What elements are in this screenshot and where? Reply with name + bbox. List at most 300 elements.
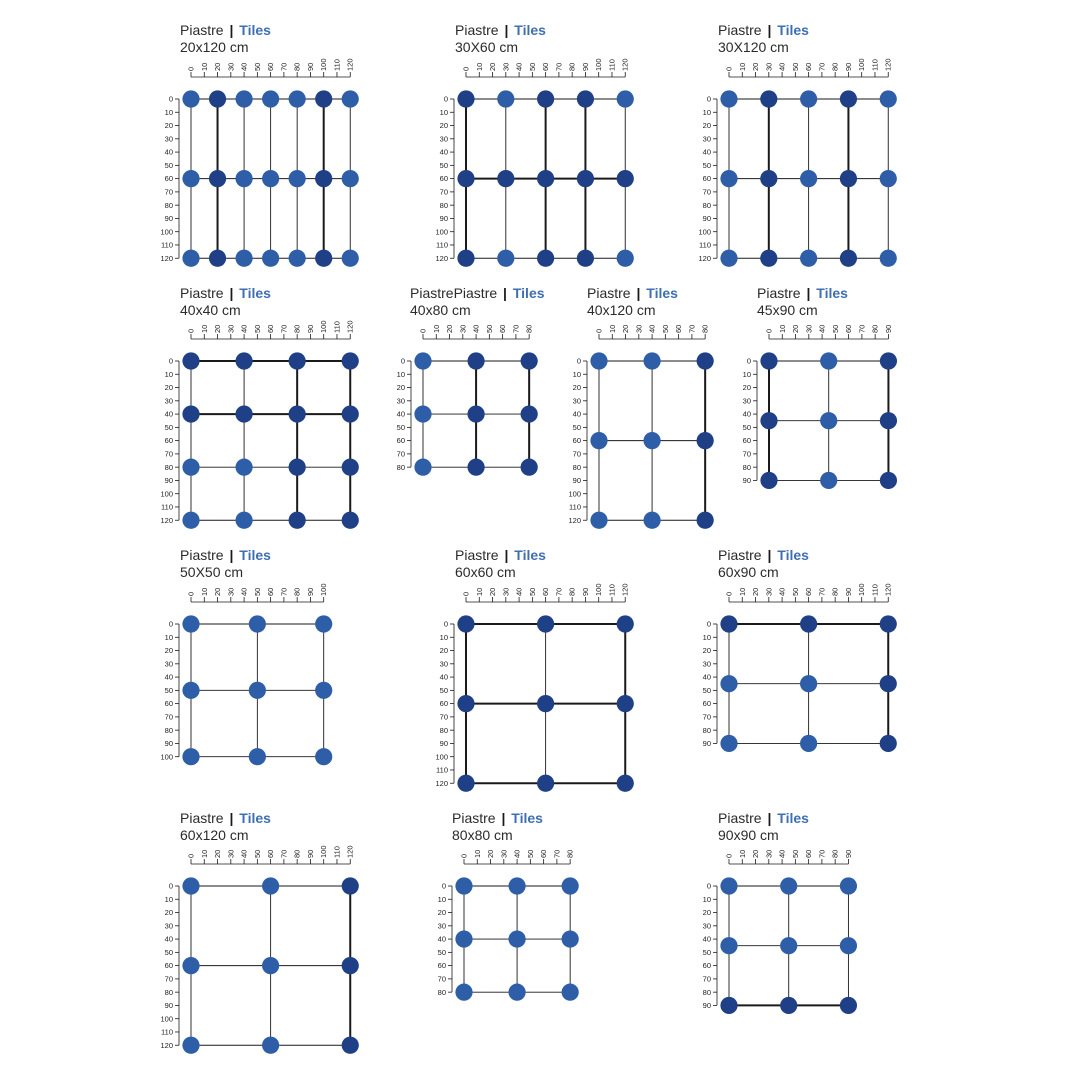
x-tick-label: 80 <box>565 849 575 858</box>
y-tick-label: 110 <box>569 502 581 512</box>
support-pedestal-dot <box>289 512 306 529</box>
x-tick-label: 30 <box>501 62 511 71</box>
x-tick-label: 90 <box>305 62 315 71</box>
title-separator: | <box>504 22 509 38</box>
x-tick-label: 70 <box>817 587 827 596</box>
support-pedestal-dot <box>235 250 252 267</box>
title-separator: | <box>229 285 234 301</box>
support-pedestal-dot <box>209 250 226 267</box>
y-tick-label: 40 <box>164 672 173 682</box>
x-tick-label: 0 <box>724 853 734 858</box>
y-tick-label: 100 <box>435 227 448 237</box>
y-tick-label: 60 <box>164 961 173 971</box>
x-tick-label: 0 <box>186 853 196 858</box>
x-tick-label: 10 <box>607 324 617 333</box>
support-pedestal-dot <box>289 352 306 369</box>
support-pedestal-dot <box>617 695 634 712</box>
title-prefix: Piastre <box>455 547 499 563</box>
support-pedestal-dot <box>342 512 359 529</box>
x-tick-label: 60 <box>539 849 549 858</box>
y-tick-label: 20 <box>439 121 448 131</box>
x-tick-label: 60 <box>498 324 508 333</box>
support-pedestal-dot <box>414 405 431 422</box>
x-tick-label: 90 <box>305 849 315 858</box>
title-separator: | <box>767 22 772 38</box>
x-tick-label: 110 <box>332 59 342 71</box>
y-tick-label: 80 <box>437 987 446 997</box>
y-tick-label: 120 <box>435 253 448 263</box>
x-tick-label: 120 <box>883 58 893 71</box>
support-pedestal-dot <box>820 472 837 489</box>
support-pedestal-dot <box>342 405 359 422</box>
support-pedestal-dot <box>315 748 332 765</box>
y-tick-label: 120 <box>160 253 173 263</box>
x-tick-label: 10 <box>737 849 747 858</box>
support-pedestal-dot <box>590 432 607 449</box>
support-pedestal-dot <box>800 615 817 632</box>
support-pedestal-dot <box>342 250 359 267</box>
y-tick-label: 30 <box>164 921 173 931</box>
x-tick-label: 50 <box>527 62 537 71</box>
title-separator: | <box>636 285 641 301</box>
support-pedestal-dot <box>521 405 538 422</box>
y-tick-label: 0 <box>400 356 405 366</box>
x-tick-label: 30 <box>764 62 774 71</box>
support-pedestal-dot <box>342 90 359 107</box>
panel-title <box>180 547 271 563</box>
y-tick-label: 50 <box>437 947 446 957</box>
support-pedestal-dot <box>880 250 897 267</box>
support-pedestal-dot <box>342 459 359 476</box>
support-pedestal-dot <box>840 877 857 894</box>
title-separator: | <box>504 547 509 563</box>
x-tick-label: 20 <box>751 62 761 71</box>
support-pedestal-dot <box>182 250 199 267</box>
support-pedestal-dot <box>315 615 332 632</box>
support-pedestal-dot <box>820 352 837 369</box>
x-tick-label: 90 <box>305 324 315 333</box>
x-tick-label: 70 <box>279 62 289 71</box>
title-separator: | <box>503 285 507 301</box>
x-tick-label: 100 <box>319 320 329 333</box>
x-tick-label: 30 <box>764 849 774 858</box>
y-tick-label: 90 <box>164 214 173 224</box>
x-tick-label: 0 <box>186 591 196 596</box>
x-tick-label: 20 <box>213 324 223 333</box>
support-pedestal-dot <box>617 615 634 632</box>
x-tick-label: 10 <box>737 62 747 71</box>
support-pedestal-dot <box>780 997 797 1014</box>
support-pedestal-dot <box>457 775 474 792</box>
x-tick-label: 70 <box>857 324 867 333</box>
support-pedestal-dot <box>800 250 817 267</box>
y-tick-label: 80 <box>164 462 173 472</box>
support-pedestal-dot <box>455 930 472 947</box>
x-tick-label: 70 <box>554 587 564 596</box>
x-tick-label: 50 <box>790 849 800 858</box>
support-pedestal-dot <box>720 90 737 107</box>
y-tick-label: 50 <box>164 947 173 957</box>
y-tick-label: 70 <box>742 449 751 459</box>
support-pedestal-dot <box>537 775 554 792</box>
support-pedestal-dot <box>182 748 199 765</box>
support-pedestal-dot <box>720 937 737 954</box>
y-tick-label: 30 <box>437 921 446 931</box>
x-tick-label: 90 <box>580 62 590 71</box>
y-tick-label: 30 <box>742 396 751 406</box>
y-tick-label: 20 <box>439 646 448 656</box>
y-tick-label: 20 <box>437 908 446 918</box>
panel-title <box>718 22 809 38</box>
x-tick-label: 60 <box>804 849 814 858</box>
x-tick-label: 60 <box>266 849 276 858</box>
tile-grid-diagram <box>695 582 902 757</box>
tile-grid-diagram <box>389 319 543 481</box>
x-tick-label: 20 <box>488 62 498 71</box>
support-pedestal-dot <box>720 615 737 632</box>
y-tick-label: 30 <box>164 134 173 144</box>
x-tick-label: 30 <box>226 62 236 71</box>
y-tick-label: 0 <box>168 94 173 104</box>
y-tick-label: 110 <box>161 502 173 512</box>
title-accent: Tiles <box>511 810 543 826</box>
title-prefix: Piastre <box>452 810 496 826</box>
x-tick-label: 90 <box>843 849 853 858</box>
y-tick-label: 50 <box>396 422 405 432</box>
y-tick-label: 20 <box>164 121 173 131</box>
y-tick-label: 100 <box>160 752 173 762</box>
y-tick-label: 80 <box>702 987 711 997</box>
y-tick-label: 50 <box>439 685 448 695</box>
panel-title <box>455 22 546 38</box>
x-tick-label: 40 <box>239 587 249 596</box>
y-tick-label: 0 <box>168 619 173 629</box>
x-tick-label: 30 <box>226 324 236 333</box>
x-tick-label: 100 <box>857 583 867 596</box>
y-tick-label: 60 <box>396 436 405 446</box>
x-tick-label: 90 <box>843 587 853 596</box>
y-tick-label: 100 <box>435 752 448 762</box>
y-tick-label: 120 <box>160 515 173 525</box>
x-tick-label: 10 <box>199 587 209 596</box>
support-pedestal-dot <box>262 1037 279 1054</box>
support-pedestal-dot <box>455 984 472 1001</box>
y-tick-label: 60 <box>702 699 711 709</box>
title-prefix: Piastre <box>718 547 762 563</box>
y-tick-label: 40 <box>439 147 448 157</box>
y-tick-label: 80 <box>439 200 448 210</box>
x-tick-label: 50 <box>830 324 840 333</box>
support-pedestal-dot <box>262 90 279 107</box>
support-pedestal-dot <box>537 615 554 632</box>
support-pedestal-dot <box>880 615 897 632</box>
y-tick-label: 100 <box>160 489 173 499</box>
title-accent: Tiles <box>777 22 809 38</box>
title-prefix: Piastre <box>180 810 224 826</box>
x-tick-label: 60 <box>266 324 276 333</box>
support-pedestal-dot <box>760 170 777 187</box>
support-pedestal-dot <box>467 352 484 369</box>
title-prefix: Piastre <box>180 22 224 38</box>
y-tick-label: 60 <box>164 436 173 446</box>
x-tick-label: 50 <box>252 587 262 596</box>
x-tick-label: 40 <box>777 587 787 596</box>
y-tick-label: 70 <box>164 187 173 197</box>
title-accent: Tiles <box>816 285 848 301</box>
y-tick-label: 10 <box>572 369 581 379</box>
x-tick-label: 10 <box>431 324 441 333</box>
support-pedestal-dot <box>289 459 306 476</box>
title-accent: Tiles <box>514 547 546 563</box>
x-tick-label: 70 <box>279 849 289 858</box>
support-pedestal-dot <box>182 90 199 107</box>
x-tick-label: 70 <box>552 849 562 858</box>
y-tick-label: 60 <box>742 436 751 446</box>
y-tick-label: 80 <box>164 200 173 210</box>
y-tick-label: 80 <box>396 462 405 472</box>
y-tick-label: 110 <box>436 240 448 250</box>
support-pedestal-dot <box>643 432 660 449</box>
y-tick-label: 110 <box>161 240 173 250</box>
y-tick-label: 70 <box>437 974 446 984</box>
x-tick-label: 80 <box>830 587 840 596</box>
support-pedestal-dot <box>262 170 279 187</box>
y-tick-label: 80 <box>164 987 173 997</box>
x-tick-label: 70 <box>511 324 521 333</box>
support-pedestal-dot <box>508 930 525 947</box>
y-tick-label: 40 <box>437 934 446 944</box>
y-tick-label: 40 <box>572 409 581 419</box>
x-tick-label: 20 <box>213 587 223 596</box>
y-tick-label: 10 <box>439 632 448 642</box>
x-tick-label: 30 <box>226 849 236 858</box>
x-tick-label: 110 <box>607 584 617 596</box>
support-pedestal-dot <box>249 748 266 765</box>
tile-size-label: 50X50 cm <box>180 564 244 580</box>
y-tick-label: 90 <box>702 739 711 749</box>
support-pedestal-dot <box>800 675 817 692</box>
title-accent: Tiles <box>512 285 545 301</box>
support-pedestal-dot <box>315 682 332 699</box>
title-separator: | <box>501 810 506 826</box>
x-tick-label: 110 <box>332 321 342 333</box>
x-tick-label: 120 <box>883 583 893 596</box>
x-tick-label: 110 <box>870 584 880 596</box>
support-pedestal-dot <box>537 695 554 712</box>
support-pedestal-dot <box>643 352 660 369</box>
x-tick-label: 70 <box>687 324 697 333</box>
x-tick-label: 100 <box>594 583 604 596</box>
support-pedestal-dot <box>562 930 579 947</box>
y-tick-label: 50 <box>439 160 448 170</box>
x-tick-label: 10 <box>777 324 787 333</box>
x-tick-label: 50 <box>790 587 800 596</box>
tile-grid-diagram <box>157 57 364 272</box>
support-pedestal-dot <box>289 170 306 187</box>
support-pedestal-dot <box>643 512 660 529</box>
support-pedestal-dot <box>182 1037 199 1054</box>
y-tick-label: 60 <box>164 699 173 709</box>
y-tick-label: 70 <box>572 449 581 459</box>
support-pedestal-dot <box>880 170 897 187</box>
y-tick-label: 80 <box>742 462 751 472</box>
support-pedestal-dot <box>182 170 199 187</box>
y-tick-label: 10 <box>164 894 173 904</box>
x-tick-label: 50 <box>790 62 800 71</box>
support-pedestal-dot <box>720 997 737 1014</box>
y-tick-label: 40 <box>702 672 711 682</box>
x-tick-label: 30 <box>499 849 509 858</box>
support-pedestal-dot <box>760 250 777 267</box>
support-pedestal-dot <box>289 405 306 422</box>
x-tick-label: 0 <box>764 328 774 333</box>
x-tick-label: 40 <box>647 324 657 333</box>
x-tick-label: 30 <box>634 324 644 333</box>
y-tick-label: 30 <box>702 659 711 669</box>
support-pedestal-dot <box>497 250 514 267</box>
x-tick-label: 60 <box>266 62 276 71</box>
y-tick-label: 20 <box>702 908 711 918</box>
y-tick-label: 10 <box>437 894 446 904</box>
support-pedestal-dot <box>537 250 554 267</box>
tile-size-label: 40x120 cm <box>587 302 656 318</box>
support-pedestal-dot <box>182 877 199 894</box>
y-tick-label: 80 <box>572 462 581 472</box>
x-tick-label: 90 <box>580 587 590 596</box>
x-tick-label: 30 <box>501 587 511 596</box>
y-tick-label: 0 <box>443 94 448 104</box>
x-tick-label: 0 <box>186 328 196 333</box>
y-tick-label: 30 <box>439 134 448 144</box>
y-tick-label: 20 <box>164 383 173 393</box>
support-pedestal-dot <box>467 405 484 422</box>
support-pedestal-dot <box>840 937 857 954</box>
x-tick-label: 110 <box>870 59 880 71</box>
x-tick-label: 100 <box>319 845 329 858</box>
y-tick-label: 60 <box>702 961 711 971</box>
support-pedestal-dot <box>235 352 252 369</box>
x-tick-label: 40 <box>239 62 249 71</box>
y-tick-label: 30 <box>396 396 405 406</box>
x-tick-label: 40 <box>514 62 524 71</box>
y-tick-label: 60 <box>437 961 446 971</box>
title-prefix: PiastrePiastre <box>410 285 498 301</box>
panel-title <box>455 547 546 563</box>
y-tick-label: 50 <box>702 160 711 170</box>
support-pedestal-dot <box>820 412 837 429</box>
panel-title <box>718 810 809 826</box>
x-tick-label: 50 <box>660 324 670 333</box>
x-tick-label: 100 <box>319 583 329 596</box>
support-pedestal-dot <box>780 877 797 894</box>
title-prefix: Piastre <box>455 22 499 38</box>
x-tick-label: 110 <box>332 846 342 858</box>
y-tick-label: 0 <box>443 619 448 629</box>
x-tick-label: 40 <box>817 324 827 333</box>
support-pedestal-dot <box>235 405 252 422</box>
x-tick-label: 20 <box>621 324 631 333</box>
x-tick-label: 60 <box>541 62 551 71</box>
support-pedestal-dot <box>455 877 472 894</box>
panel-title <box>180 285 271 301</box>
support-pedestal-dot <box>289 250 306 267</box>
x-tick-label: 80 <box>292 587 302 596</box>
title-prefix: Piastre <box>587 285 631 301</box>
y-tick-label: 70 <box>164 712 173 722</box>
x-tick-label: 50 <box>252 849 262 858</box>
support-pedestal-dot <box>315 170 332 187</box>
support-pedestal-dot <box>840 170 857 187</box>
support-pedestal-dot <box>457 615 474 632</box>
y-tick-label: 50 <box>572 422 581 432</box>
y-tick-label: 0 <box>706 94 711 104</box>
x-tick-label: 40 <box>514 587 524 596</box>
x-tick-label: 10 <box>199 324 209 333</box>
title-prefix: Piastre <box>180 547 224 563</box>
y-tick-label: 70 <box>702 187 711 197</box>
y-tick-label: 30 <box>164 659 173 669</box>
y-tick-label: 90 <box>164 476 173 486</box>
y-tick-label: 50 <box>164 160 173 170</box>
x-tick-label: 60 <box>541 587 551 596</box>
x-tick-label: 30 <box>226 587 236 596</box>
y-tick-label: 20 <box>396 383 405 393</box>
y-tick-label: 50 <box>742 422 751 432</box>
y-tick-label: 100 <box>568 489 581 499</box>
x-tick-label: 0 <box>461 66 471 71</box>
support-pedestal-dot <box>262 250 279 267</box>
x-tick-label: 80 <box>830 62 840 71</box>
panel-title <box>180 810 271 826</box>
x-tick-label: 60 <box>266 587 276 596</box>
support-pedestal-dot <box>800 735 817 752</box>
panel-title <box>410 285 545 301</box>
support-pedestal-dot <box>562 984 579 1001</box>
x-tick-label: 90 <box>843 62 853 71</box>
y-tick-label: 0 <box>168 881 173 891</box>
y-tick-label: 70 <box>702 974 711 984</box>
x-tick-label: 70 <box>817 62 827 71</box>
support-pedestal-dot <box>720 170 737 187</box>
tile-grid-diagram <box>432 57 639 272</box>
title-accent: Tiles <box>777 547 809 563</box>
x-tick-label: 30 <box>804 324 814 333</box>
y-tick-label: 110 <box>161 1027 173 1037</box>
support-pedestal-dot <box>590 352 607 369</box>
y-tick-label: 120 <box>698 253 711 263</box>
y-tick-label: 90 <box>702 1001 711 1011</box>
support-pedestal-dot <box>880 675 897 692</box>
x-tick-label: 50 <box>525 849 535 858</box>
y-tick-label: 10 <box>702 894 711 904</box>
support-pedestal-dot <box>840 90 857 107</box>
tile-size-label: 20x120 cm <box>180 39 249 55</box>
support-pedestal-dot <box>521 459 538 476</box>
tile-grid-diagram <box>432 582 639 797</box>
x-tick-label: 120 <box>345 845 355 858</box>
y-tick-label: 70 <box>164 974 173 984</box>
x-tick-label: 100 <box>594 58 604 71</box>
x-tick-label: 80 <box>292 849 302 858</box>
y-tick-label: 70 <box>164 449 173 459</box>
y-tick-label: 20 <box>164 908 173 918</box>
support-pedestal-dot <box>497 170 514 187</box>
y-tick-label: 40 <box>702 934 711 944</box>
support-pedestal-dot <box>590 512 607 529</box>
tile-size-label: 30X60 cm <box>455 39 519 55</box>
y-tick-label: 40 <box>164 147 173 157</box>
y-tick-label: 100 <box>160 1014 173 1024</box>
